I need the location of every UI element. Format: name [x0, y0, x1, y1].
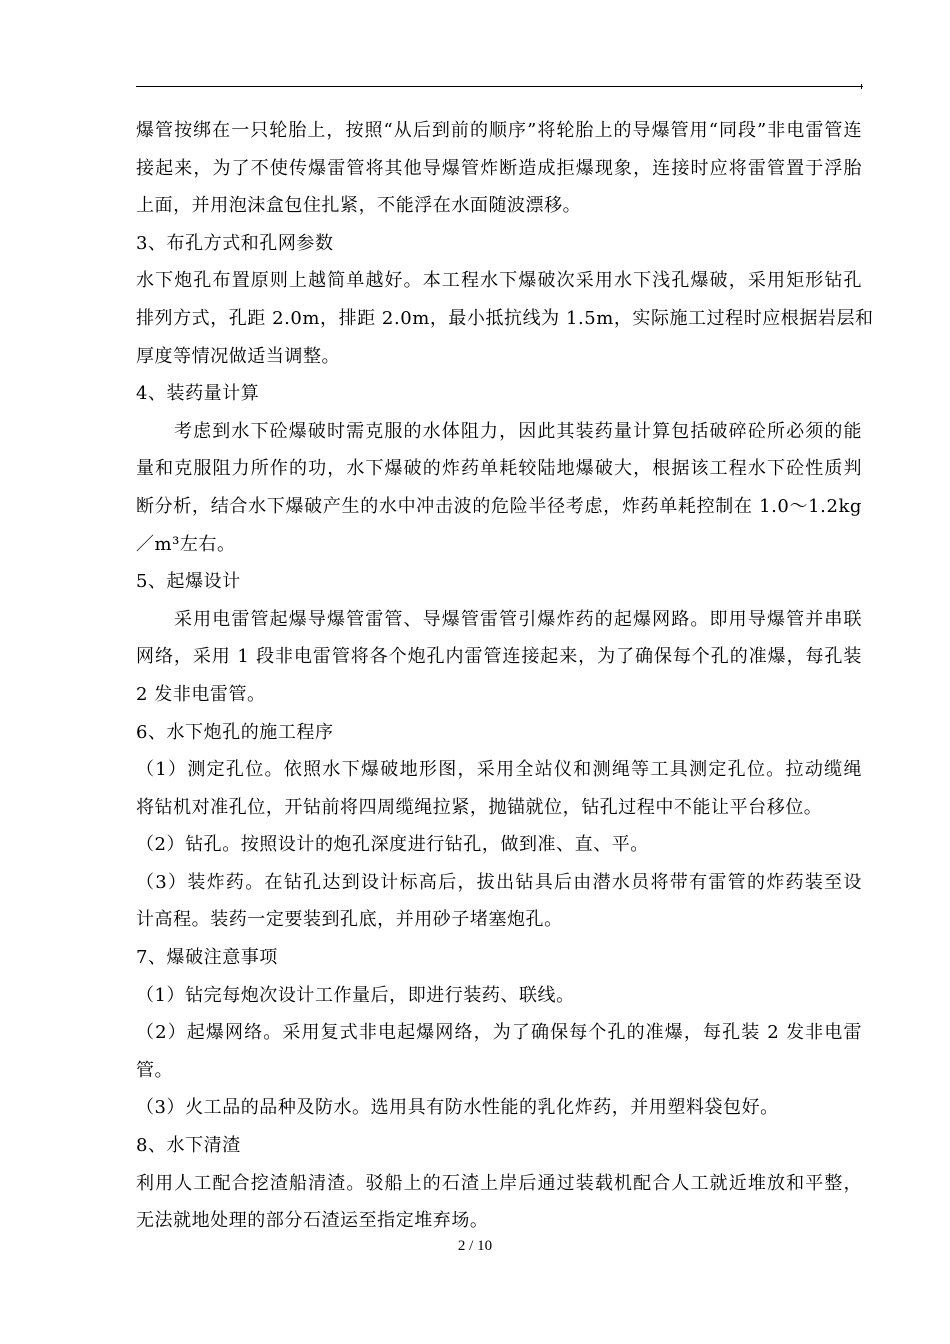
section-heading: 6、水下炮孔的施工程序 — [136, 721, 334, 743]
body-line: 量和克服阻力所作的功，水下爆破的炸药单耗较陆地爆破大，根据该工程水下砼性质判 — [136, 458, 862, 480]
body-line: （1）测定孔位。依照水下爆破地形图，采用全站仪和测绳等工具测定孔位。拉动缆绳 — [136, 759, 862, 781]
body-line: 爆管按绑在一只轮胎上，按照“从后到前的顺序”将轮胎上的导爆管用“同段”非电雷管连 — [136, 120, 862, 141]
section-heading: 8、水下清渣 — [136, 1135, 241, 1157]
section-heading: 3、布孔方式和孔网参数 — [136, 232, 334, 254]
section-heading: 4、装药量计算 — [136, 383, 260, 405]
header-rule — [136, 86, 863, 87]
body-line: 采用电雷管起爆导爆管雷管、导爆管雷管引爆炸药的起爆网路。即用导爆管并串联 — [174, 608, 862, 630]
body-line: ／m³左右。 — [136, 533, 236, 555]
body-line: 将钻机对准孔位，开钻前将四周缆绳拉紧，抛锚就位，钻孔过程中不能让平台移位。 — [136, 796, 823, 818]
body-line: 排列方式，孔距 2.0m，排距 2.0m，最小抵抗线为 1.5m，实际施工过程时应根据岩层和 — [136, 307, 874, 329]
document-body — [136, 112, 874, 1240]
body-line: 管。 — [136, 1059, 174, 1081]
body-line: （3）火工品的品种及防水。选用具有防水性能的乳化炸药，并用塑料袋包好。 — [136, 1097, 779, 1119]
body-line: （1）钻完每炮次设计工作量后，即进行装药、联线。 — [136, 984, 575, 1006]
body-line: 2 发非电雷管。 — [136, 683, 266, 705]
body-line: 无法就地处理的部分石渣运至指定堆弃场。 — [136, 1210, 489, 1232]
body-line: 利用人工配合挖渣船清渣。驳船上的石渣上岸后通过装载机配合人工就近堆放和平整， — [136, 1172, 862, 1194]
body-line: 上面，并用泡沫盒包住扎紧，不能浮在水面随波漂移。 — [136, 195, 582, 217]
body-line: 网络，采用 1 段非电雷管将各个炮孔内雷管连接起来，为了确保每个孔的准爆，每孔装 — [136, 646, 862, 668]
body-line: 考虑到水下砼爆破时需克服的水体阻力，因此其装药量计算包括破碎砼所必须的能 — [174, 420, 862, 442]
page-number: 2 / 10 — [457, 1238, 493, 1254]
body-line: （2）起爆网络。采用复式非电起爆网络，为了确保每个孔的准爆，每孔装 2 发非电雷 — [136, 1022, 862, 1044]
body-line: 水下炮孔布置原则上越简单越好。本工程水下爆破次采用水下浅孔爆破，采用矩形钻孔 — [136, 270, 862, 292]
section-heading: 5、起爆设计 — [136, 571, 241, 593]
body-line: 计高程。装药一定要装到孔底，并用砂子堵塞炮孔。 — [136, 909, 563, 931]
section-heading: 7、爆破注意事项 — [136, 947, 278, 969]
header-rule-end-mark — [861, 84, 862, 89]
body-line: （3）装炸药。在钻孔达到设计标高后，拔出钻具后由潜水员将带有雷管的炸药装至设 — [136, 871, 862, 893]
body-line: 接起来，为了不使传爆雷管将其他导爆管炸断造成拒爆现象，连接时应将雷管置于浮胎 — [136, 157, 862, 179]
body-line: 断分析，结合水下爆破产生的水中冲击波的危险半径考虑，炸药单耗控制在 1.0～1.2kg — [136, 495, 862, 517]
body-line: 厚度等情况做适当调整。 — [136, 345, 341, 367]
body-line: （2）钻孔。按照设计的炮孔深度进行钻孔，做到准、直、平。 — [136, 834, 649, 856]
